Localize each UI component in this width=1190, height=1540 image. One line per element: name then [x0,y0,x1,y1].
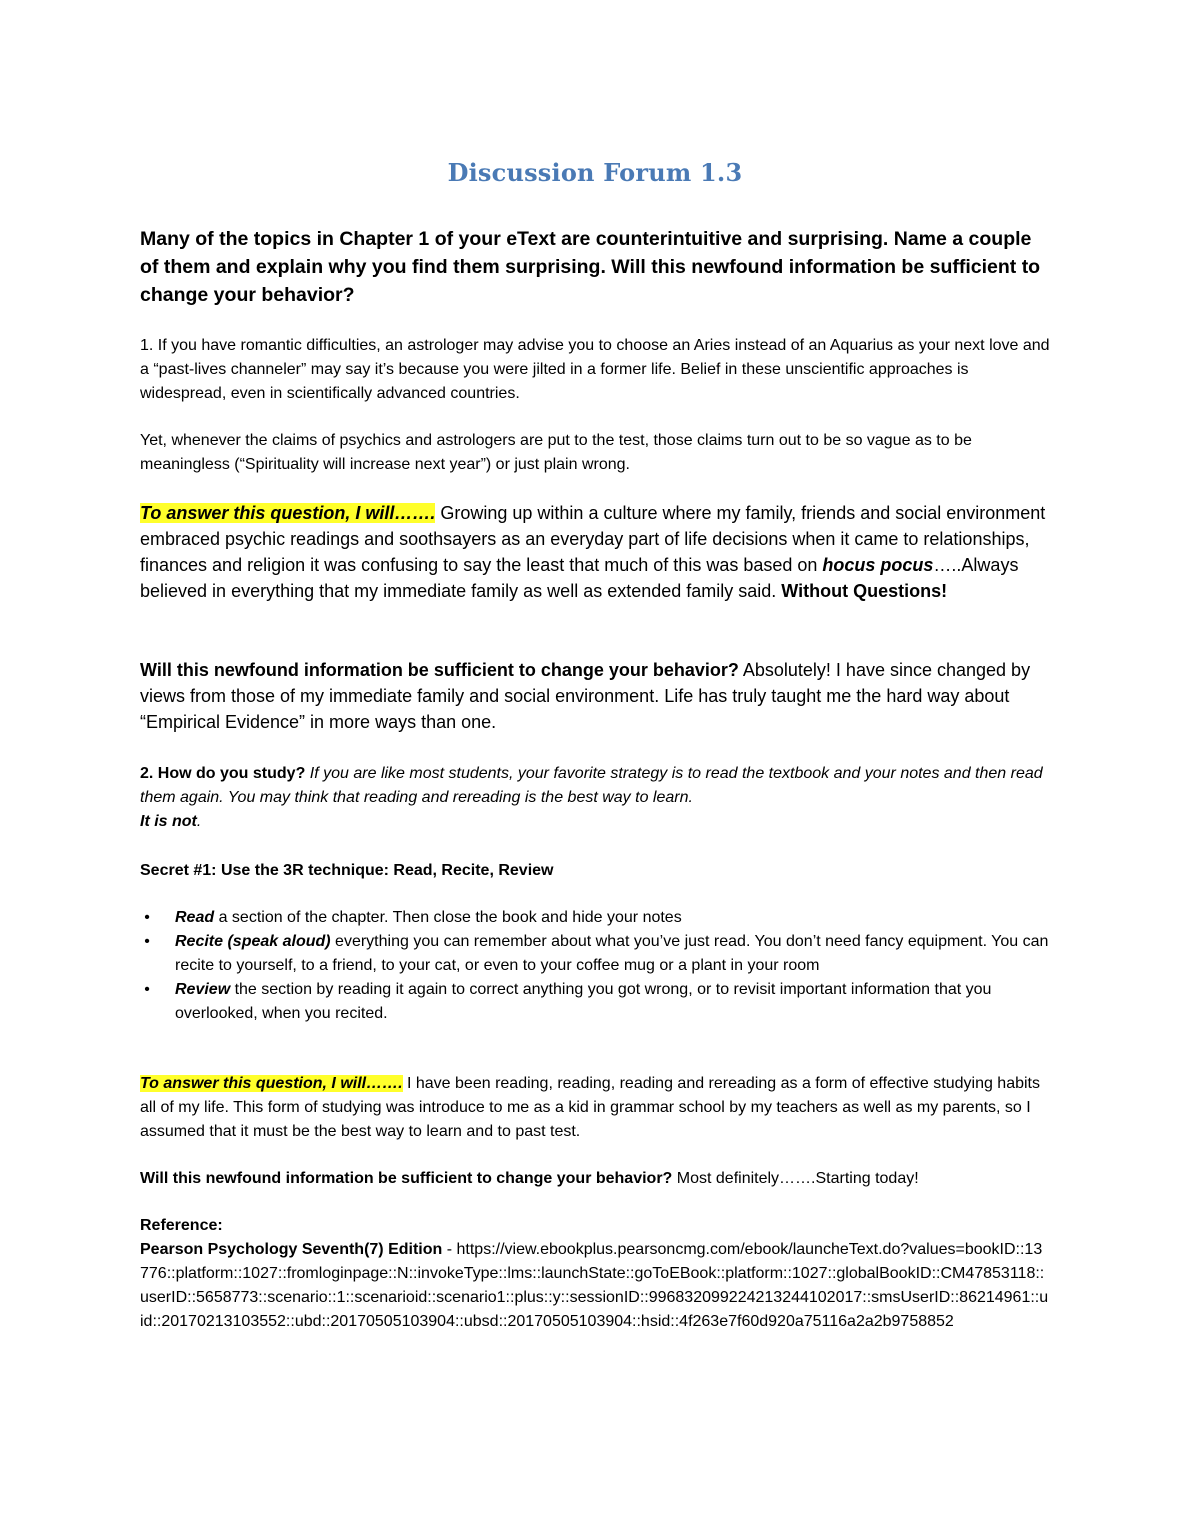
section2-intro [140,762,1050,834]
section1-paragraph-2: Yet, whenever the claims of psychics and astrologers are put to the test, those claims turn out to be so vague as to be meaningless (“Spirituality will increase next year”) or just plain wrong. [140,432,972,473]
period-text: . [196,813,202,830]
list-item-term: Read [175,909,215,926]
list-item-term: Recite (speak aloud) [175,933,331,950]
list-item-text: a section of the chapter. Then close the book and hide your notes [214,909,682,926]
forum-question: Many of the topics in Chapter 1 of your eText are counterintuitive and surprising. Name a couple of them and explain why you find them surprising. Will this newfound information be sufficient to change your behavior? [140,228,1041,306]
reference-dash: - [442,1241,457,1258]
list-item [140,930,1050,978]
section2-heading: 2. How do you study? [140,765,306,782]
list-item-text: everything you can remember about what you’ve just read. You don’t need fancy equipment. You can recite to yourself, to a friend, to your cat, or even to your coffee mug or a plant in your room [175,933,1049,974]
answer-text-continued: …..Always believed in everything that my immediate family as well as extended family said. [140,555,1019,601]
reference-source: Pearson Psychology Seventh(7) Edition [140,1241,443,1258]
section1-answer [140,500,1050,604]
section2-answer [140,1072,1050,1144]
behavior-question: Will this newfound information be sufficient to change your behavior? [140,1170,673,1187]
section2-behavior [140,1167,1050,1191]
list-item-text: the section by reading it again to correct anything you got wrong, or to revisit important information that you overlooked, when you recited. [175,981,992,1022]
section2-intro-text: If you are like most students, your favorite strategy is to read the textbook and your notes and then read them again. You may think that reading and rereading is the best way to learn. [140,765,1043,806]
section1-paragraph-1: 1. If you have romantic difficulties, an astrologer may advise you to choose an Aries instead of an Aquarius as your next love and a “past-lives channeler” may say it’s because you were jilted in a former life. Belief in these unscientific approaches is widespread, even in scientifically advanced countries. [140,337,1050,402]
page-title: Discussion Forum 1.3 [447,158,743,187]
behavior-question: Will this newfound information be sufficient to change your behavior? [140,660,739,680]
behavior-answer: Absolutely! I have since changed by views from those of my immediate family and social environment. Life has truly taught me the hard way about “Empirical Evidence” in more ways than one. [140,660,1031,732]
list-item [140,906,1050,930]
answer-label-highlight: To answer this question, I will……. [140,503,436,523]
it-is-not-text: It is not [140,813,197,830]
list-item [140,978,1050,1026]
secret-heading: Secret #1: Use the 3R technique: Read, Recite, Review [140,862,554,879]
without-questions-text: Without Questions! [781,581,948,601]
answer-text: Growing up within a culture where my family, friends and social environment embraced psychic readings and soothsayers as an everyday part of life decisions when it came to relationships, finances and religion it was confusing to say the least that much of this was based on [140,503,1046,575]
bullet-icon: • [144,909,150,926]
bullet-icon: • [144,981,150,998]
list-item-term: Review [175,981,231,998]
reference-label: Reference: [140,1217,223,1234]
reference-url[interactable]: https://view.ebookplus.pearsoncmg.com/ebook/launcheText.do?values=bookID::13776::platform::1027::fromloginpage::N::invokeType::lms::launchState::goToEBook::platform::1027::globalBookID::CM47853118::userID::5658773::scenario::1::scenarioid::scenario1::plus::y::sessionID::996832099224213244102017::smsUserID::86214961::uid::20170213103552::ubd::20170505103904::ubsd::20170505103904::hsid::4f263e7f60d920a75116a2a2b9758852 [140,1241,1049,1330]
answer-label-highlight: To answer this question, I will……. [140,1075,403,1092]
behavior-answer: Most definitely…….Starting today! [672,1170,919,1187]
technique-list [140,906,1050,1026]
reference-citation [140,1238,1050,1334]
hocus-pocus-emphasis: hocus pocus [822,555,934,575]
section1-behavior [140,657,1050,735]
answer-text: I have been reading, reading, reading and rereading as a form of effective studying habits all of my life. This form of studying was introduce to me as a kid in grammar school by my teachers as well as my parents, so I assumed that it must be the best way to learn and to past test. [140,1075,1040,1140]
bullet-icon: • [144,933,150,950]
